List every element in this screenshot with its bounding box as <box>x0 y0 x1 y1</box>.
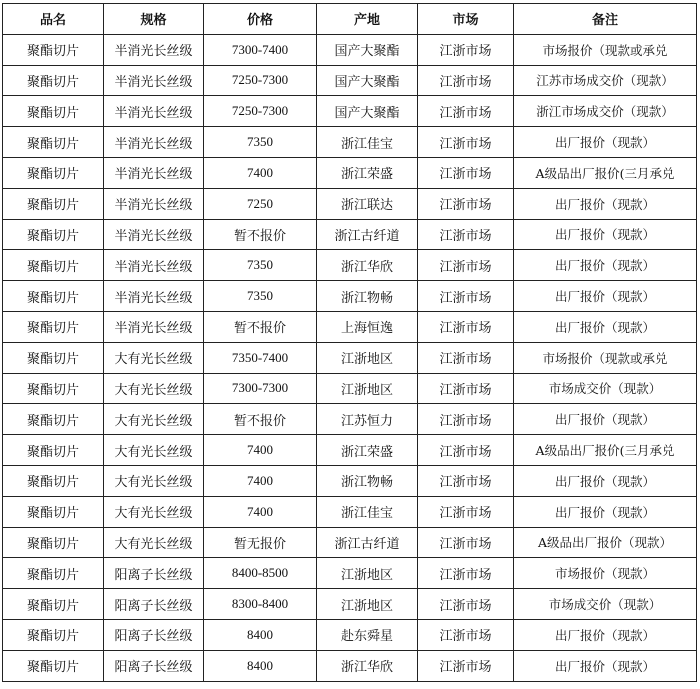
cell-product-name: 聚酯切片 <box>3 589 104 620</box>
cell-origin: 浙江物畅 <box>317 281 418 312</box>
header-remarks: 备注 <box>514 4 697 35</box>
cell-origin: 浙江佳宝 <box>317 496 418 527</box>
table-row <box>3 188 697 219</box>
cell-remarks: 出厂报价（现款） <box>514 465 697 496</box>
cell-remarks: 出厂报价（现款） <box>514 404 697 435</box>
cell-origin: 江浙地区 <box>317 342 418 373</box>
cell-origin: 国产大聚酯 <box>317 34 418 65</box>
cell-origin: 江浙地区 <box>317 558 418 589</box>
cell-remarks: 市场报价（现款或承兑 <box>514 34 697 65</box>
cell-origin: 浙江荣盛 <box>317 157 418 188</box>
cell-product-name: 聚酯切片 <box>3 157 104 188</box>
cell-origin: 江浙地区 <box>317 373 418 404</box>
table-row <box>3 558 697 589</box>
table-row <box>3 496 697 527</box>
cell-price: 8400 <box>204 650 317 681</box>
cell-product-name: 聚酯切片 <box>3 342 104 373</box>
cell-specification: 半消光长丝级 <box>104 219 204 250</box>
cell-remarks: 出厂报价（现款） <box>514 188 697 219</box>
cell-market: 江浙市场 <box>418 157 514 188</box>
table-row <box>3 619 697 650</box>
cell-specification: 半消光长丝级 <box>104 281 204 312</box>
cell-specification: 半消光长丝级 <box>104 34 204 65</box>
cell-market: 江浙市场 <box>418 435 514 466</box>
cell-remarks: 出厂报价（现款） <box>514 219 697 250</box>
cell-product-name: 聚酯切片 <box>3 435 104 466</box>
cell-price: 7350-7400 <box>204 342 317 373</box>
table-row <box>3 435 697 466</box>
cell-specification: 半消光长丝级 <box>104 311 204 342</box>
cell-market: 江浙市场 <box>418 650 514 681</box>
cell-price: 7250 <box>204 188 317 219</box>
cell-specification: 大有光长丝级 <box>104 496 204 527</box>
cell-origin: 浙江华欣 <box>317 650 418 681</box>
cell-market: 江浙市场 <box>418 96 514 127</box>
cell-origin: 浙江联达 <box>317 188 418 219</box>
cell-price: 暂不报价 <box>204 311 317 342</box>
cell-product-name: 聚酯切片 <box>3 465 104 496</box>
table-row <box>3 219 697 250</box>
cell-remarks: 江苏市场成交价（现款） <box>514 65 697 96</box>
cell-price: 7350 <box>204 127 317 158</box>
cell-origin: 浙江物畅 <box>317 465 418 496</box>
table-row <box>3 96 697 127</box>
table-row <box>3 157 697 188</box>
cell-origin: 赴东舜星 <box>317 619 418 650</box>
cell-specification: 阳离子长丝级 <box>104 589 204 620</box>
cell-price: 8400-8500 <box>204 558 317 589</box>
cell-market: 江浙市场 <box>418 65 514 96</box>
cell-specification: 半消光长丝级 <box>104 96 204 127</box>
header-specification: 规格 <box>104 4 204 35</box>
cell-market: 江浙市场 <box>418 188 514 219</box>
cell-origin: 国产大聚酯 <box>317 96 418 127</box>
cell-specification: 半消光长丝级 <box>104 188 204 219</box>
cell-remarks: A级品出厂报价(三月承兑 <box>514 157 697 188</box>
cell-product-name: 聚酯切片 <box>3 65 104 96</box>
cell-price: 暂无报价 <box>204 527 317 558</box>
cell-market: 江浙市场 <box>418 342 514 373</box>
cell-remarks: A级品出厂报价（现款） <box>514 527 697 558</box>
cell-price: 7400 <box>204 465 317 496</box>
cell-origin: 浙江古纤道 <box>317 219 418 250</box>
cell-remarks: 出厂报价（现款） <box>514 619 697 650</box>
cell-product-name: 聚酯切片 <box>3 250 104 281</box>
table-row <box>3 65 697 96</box>
cell-remarks: 出厂报价（现款） <box>514 250 697 281</box>
cell-market: 江浙市场 <box>418 527 514 558</box>
cell-market: 江浙市场 <box>418 311 514 342</box>
cell-specification: 阳离子长丝级 <box>104 650 204 681</box>
cell-origin: 国产大聚酯 <box>317 65 418 96</box>
table-row <box>3 465 697 496</box>
cell-specification: 大有光长丝级 <box>104 435 204 466</box>
cell-product-name: 聚酯切片 <box>3 311 104 342</box>
cell-specification: 大有光长丝级 <box>104 342 204 373</box>
cell-product-name: 聚酯切片 <box>3 496 104 527</box>
cell-remarks: 出厂报价（现款） <box>514 281 697 312</box>
cell-price: 8300-8400 <box>204 589 317 620</box>
cell-market: 江浙市场 <box>418 404 514 435</box>
cell-market: 江浙市场 <box>418 34 514 65</box>
cell-origin: 浙江荣盛 <box>317 435 418 466</box>
cell-product-name: 聚酯切片 <box>3 527 104 558</box>
cell-origin: 浙江华欣 <box>317 250 418 281</box>
cell-specification: 大有光长丝级 <box>104 527 204 558</box>
cell-specification: 阳离子长丝级 <box>104 558 204 589</box>
cell-product-name: 聚酯切片 <box>3 219 104 250</box>
cell-price: 7300-7400 <box>204 34 317 65</box>
cell-specification: 大有光长丝级 <box>104 404 204 435</box>
cell-price: 7400 <box>204 435 317 466</box>
cell-price: 7400 <box>204 496 317 527</box>
cell-specification: 半消光长丝级 <box>104 157 204 188</box>
cell-market: 江浙市场 <box>418 465 514 496</box>
cell-product-name: 聚酯切片 <box>3 34 104 65</box>
cell-market: 江浙市场 <box>418 619 514 650</box>
table-row <box>3 650 697 681</box>
header-price: 价格 <box>204 4 317 35</box>
cell-remarks: 浙江市场成交价（现款） <box>514 96 697 127</box>
cell-product-name: 聚酯切片 <box>3 404 104 435</box>
table-row <box>3 281 697 312</box>
cell-market: 江浙市场 <box>418 589 514 620</box>
cell-remarks: 市场报价（现款或承兑 <box>514 342 697 373</box>
cell-market: 江浙市场 <box>418 250 514 281</box>
cell-market: 江浙市场 <box>418 281 514 312</box>
cell-origin: 江浙地区 <box>317 589 418 620</box>
cell-specification: 半消光长丝级 <box>104 65 204 96</box>
cell-market: 江浙市场 <box>418 219 514 250</box>
header-market: 市场 <box>418 4 514 35</box>
cell-specification: 大有光长丝级 <box>104 465 204 496</box>
table-row <box>3 311 697 342</box>
cell-price: 7300-7300 <box>204 373 317 404</box>
cell-price: 7250-7300 <box>204 96 317 127</box>
cell-specification: 半消光长丝级 <box>104 250 204 281</box>
cell-price: 暂不报价 <box>204 219 317 250</box>
cell-product-name: 聚酯切片 <box>3 558 104 589</box>
table-row <box>3 527 697 558</box>
cell-remarks: 市场成交价（现款） <box>514 373 697 404</box>
cell-product-name: 聚酯切片 <box>3 619 104 650</box>
cell-remarks: 市场成交价（现款） <box>514 589 697 620</box>
cell-market: 江浙市场 <box>418 496 514 527</box>
cell-price: 7350 <box>204 250 317 281</box>
cell-remarks: 市场报价（现款） <box>514 558 697 589</box>
table-row <box>3 250 697 281</box>
cell-price: 8400 <box>204 619 317 650</box>
header-row <box>3 4 697 35</box>
header-origin: 产地 <box>317 4 418 35</box>
cell-origin: 浙江古纤道 <box>317 527 418 558</box>
cell-market: 江浙市场 <box>418 373 514 404</box>
cell-specification: 半消光长丝级 <box>104 127 204 158</box>
price-table <box>2 3 697 682</box>
header-product-name: 品名 <box>3 4 104 35</box>
table-row <box>3 34 697 65</box>
table-row <box>3 589 697 620</box>
cell-product-name: 聚酯切片 <box>3 127 104 158</box>
cell-remarks: 出厂报价（现款） <box>514 650 697 681</box>
cell-remarks: 出厂报价（现款） <box>514 127 697 158</box>
cell-product-name: 聚酯切片 <box>3 96 104 127</box>
cell-price: 7350 <box>204 281 317 312</box>
cell-product-name: 聚酯切片 <box>3 373 104 404</box>
cell-origin: 江苏恒力 <box>317 404 418 435</box>
cell-remarks: 出厂报价（现款） <box>514 496 697 527</box>
table-row <box>3 127 697 158</box>
table-row <box>3 404 697 435</box>
cell-price: 7400 <box>204 157 317 188</box>
cell-product-name: 聚酯切片 <box>3 281 104 312</box>
cell-market: 江浙市场 <box>418 558 514 589</box>
cell-specification: 大有光长丝级 <box>104 373 204 404</box>
cell-specification: 阳离子长丝级 <box>104 619 204 650</box>
table-body <box>3 34 697 681</box>
cell-product-name: 聚酯切片 <box>3 188 104 219</box>
cell-market: 江浙市场 <box>418 127 514 158</box>
table-row <box>3 342 697 373</box>
cell-remarks: A级品出厂报价(三月承兑 <box>514 435 697 466</box>
cell-product-name: 聚酯切片 <box>3 650 104 681</box>
cell-origin: 浙江佳宝 <box>317 127 418 158</box>
cell-price: 暂不报价 <box>204 404 317 435</box>
cell-remarks: 出厂报价（现款） <box>514 311 697 342</box>
cell-price: 7250-7300 <box>204 65 317 96</box>
table-row <box>3 373 697 404</box>
cell-origin: 上海恒逸 <box>317 311 418 342</box>
